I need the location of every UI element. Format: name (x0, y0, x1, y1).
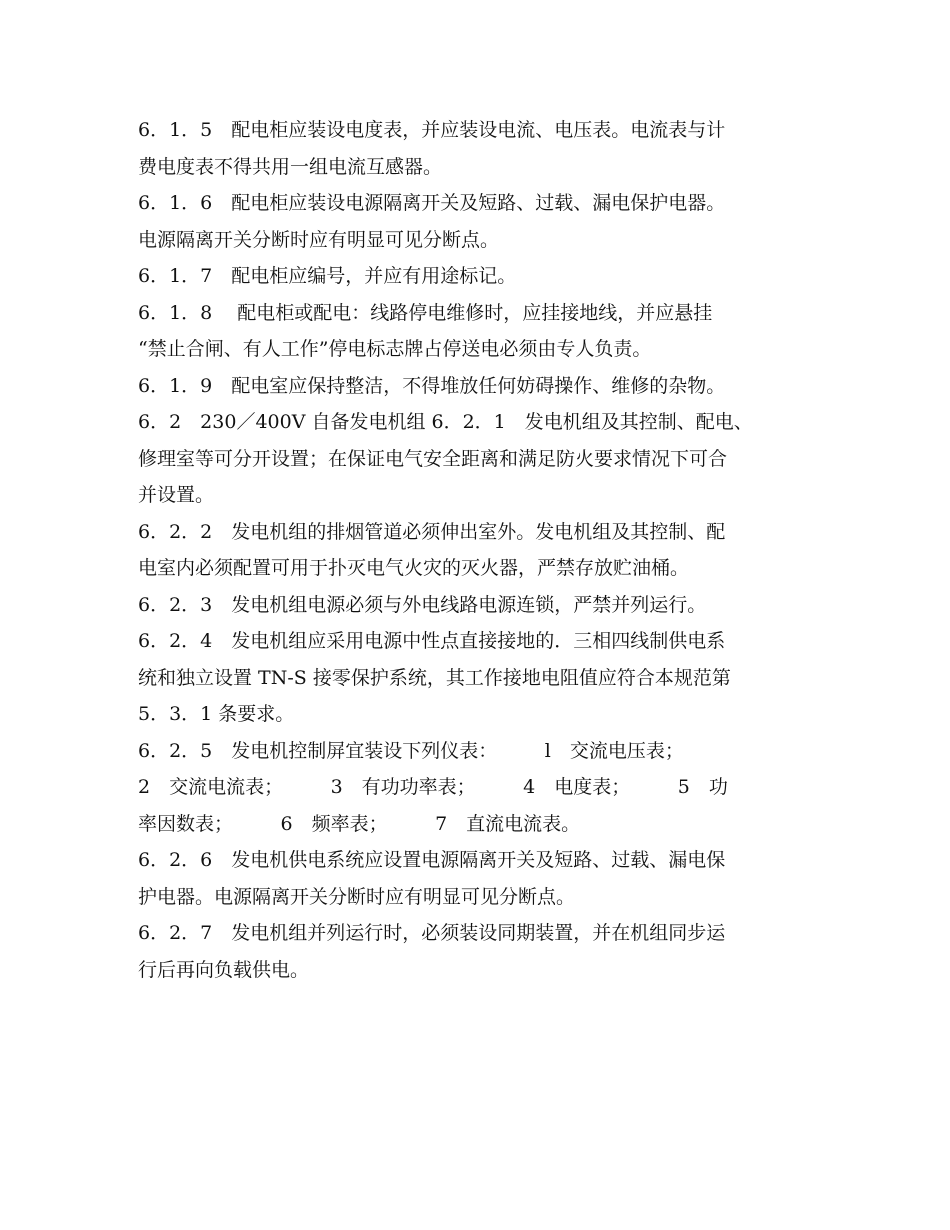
text-line: 6．2．4 发电机组应采用电源中性点直接接地的．三相四线制供电系 (138, 630, 726, 652)
text-line: 修理室等可分开设置；在保证电气安全距离和满足防火要求情况下可合 (138, 447, 728, 470)
text-line: 6．2．2 发电机组的排烟管道必须伸出室外。发电机组及其控制、配 (138, 520, 726, 543)
document-body (138, 112, 814, 988)
text-line: 6．1．7 配电柜应编号，并应有用途标记。 (138, 265, 517, 287)
text-line: 行后再向负载供电。 (138, 958, 310, 981)
text-line: 率因数表； 6 频率表； 7 直流电流表。 (138, 812, 581, 835)
text-line: 6．2 230／400V 自备发电机组 6．2．1 发电机组及其控制、配电、 (138, 411, 753, 433)
text-line: “禁止合闸、有人工作”停电标志牌占停送电必须由专人负责。 (138, 338, 652, 360)
text-line: 6．2．3 发电机组电源必须与外电线路电源连锁，严禁并列运行。 (138, 593, 707, 616)
text-line: 电室内必须配置可用于扑灭电气火灾的灭火器，严禁存放贮油桶。 (138, 557, 690, 579)
text-line: 2 交流电流表； 3 有功功率表； 4 电度表； 5 功 (138, 776, 728, 798)
text-line: 5．3．1 条要求。 (138, 703, 295, 725)
text-line: 并设置。 (138, 484, 215, 506)
text-line: 费电度表不得共用一组电流互感器。 (138, 155, 443, 178)
text-line: 6．1．5 配电柜应装设电度表，并应装设电流、电压表。电流表与计 (138, 119, 726, 141)
text-line: 6．2．6 发电机供电系统应设置电源隔离开关及短路、过载、漏电保 (138, 849, 726, 871)
text-line: 6．2．5 发电机控制屏宜装设下列仪表： l 交流电压表； (138, 739, 684, 762)
text-line: 护电器。电源隔离开关分断时应有明显可见分断点。 (138, 885, 576, 908)
text-line: 电源隔离开关分断时应有明显可见分断点。 (138, 228, 500, 251)
text-line: 6．1．6 配电柜应装设电源隔离开关及短路、过载、漏电保护电器。 (138, 192, 726, 214)
text-line: 6．2．7 发电机组并列运行时，必须装设同期装置，并在机组同步运 (138, 922, 726, 944)
text-line: 6．1．8 配电柜或配电：线路停电维修时，应挂接地线，并应悬挂 (138, 301, 713, 324)
text-line: 统和独立设置 TN-S 接零保护系统，其工作接地电阻值应符合本规范第 (138, 666, 731, 689)
text-line: 6．1．9 配电室应保持整洁，不得堆放任何妨碍操作、维修的杂物。 (138, 374, 726, 397)
